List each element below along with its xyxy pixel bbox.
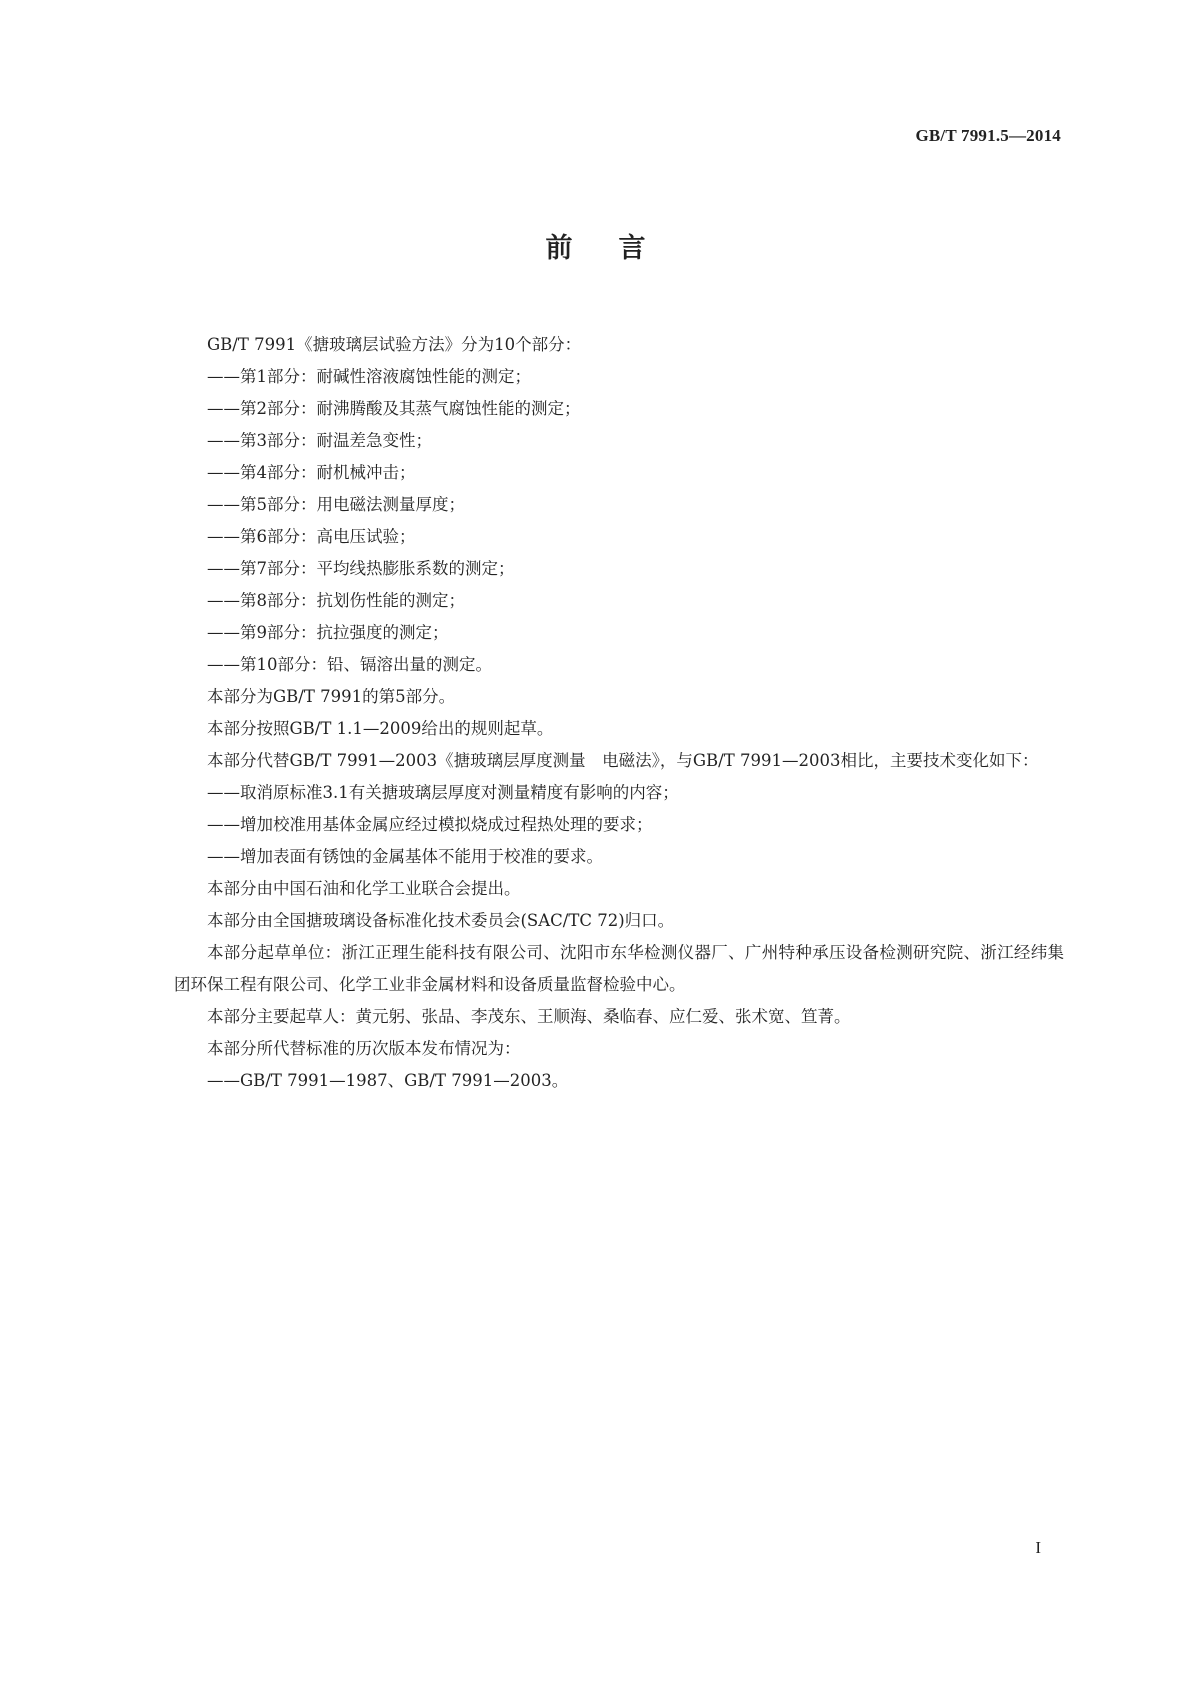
- list-item: ——第8部分：抗划伤性能的测定；: [207, 591, 465, 610]
- history-intro-paragraph: 本部分所代替标准的历次版本发布情况为：: [207, 1039, 521, 1058]
- proposed-by-paragraph: 本部分由中国石油和化学工业联合会提出。: [207, 879, 521, 898]
- list-item: ——第9部分：抗拉强度的测定；: [207, 623, 449, 642]
- part-of-paragraph: 本部分为GB/T 7991的第5部分。: [207, 687, 456, 706]
- list-item: ——第5部分：用电磁法测量厚度；: [207, 495, 465, 514]
- list-item: ——增加表面有锈蚀的金属基体不能用于校准的要求。: [207, 847, 603, 866]
- changes-list: [174, 777, 1064, 873]
- intro-paragraph: GB/T 7991《搪玻璃层试验方法》分为10个部分：: [207, 335, 582, 354]
- list-item: ——取消原标准3.1有关搪玻璃层厚度对测量精度有影响的内容；: [207, 783, 679, 802]
- replaces-paragraph: 本部分代替GB/T 7991—2003《搪玻璃层厚度测量 电磁法》，与GB/T 7991—2003相比，主要技术变化如下：: [207, 751, 1039, 770]
- centralized-by-paragraph: 本部分由全国搪玻璃设备标准化技术委员会(SAC/TC 72)归口。: [207, 911, 675, 930]
- list-item: ——第7部分：平均线热膨胀系数的测定；: [207, 559, 515, 578]
- history-list: [174, 1065, 1064, 1097]
- document-code: GB/T 7991.5—2014: [915, 126, 1061, 145]
- drafters-paragraph: 本部分主要起草人：黄元躬、张品、李茂东、王顺海、桑临春、应仁爱、张术宽、笪菁。: [207, 1007, 851, 1026]
- list-item: ——第6部分：高电压试验；: [207, 527, 416, 546]
- list-item: ——第3部分：耐温差急变性；: [207, 431, 432, 450]
- list-item: ——第4部分：耐机械冲击；: [207, 463, 416, 482]
- parts-list: [174, 361, 1064, 681]
- list-item: ——第2部分：耐沸腾酸及其蒸气腐蚀性能的测定；: [207, 399, 581, 418]
- drafting-rule-paragraph: 本部分按照GB/T 1.1—2009给出的规则起草。: [207, 719, 554, 738]
- page-number: I: [1035, 1538, 1041, 1557]
- drafting-units-paragraph: 本部分起草单位：浙江正理生能科技有限公司、沈阳市东华检测仪器厂、广州特种承压设备检测研究院、浙江经纬集团环保工程有限公司、化学工业非金属材料和设备质量监督检验中心。: [174, 943, 1064, 994]
- list-item: ——第1部分：耐碱性溶液腐蚀性能的测定；: [207, 367, 531, 386]
- list-item: ——增加校准用基体金属应经过模拟烧成过程热处理的要求；: [207, 815, 653, 834]
- document-body: [174, 329, 1064, 1097]
- list-item: ——GB/T 7991—1987、GB/T 7991—2003。: [207, 1071, 569, 1090]
- list-item: ——第10部分：铅、镉溶出量的测定。: [207, 655, 492, 674]
- page-title: 前言: [545, 233, 692, 264]
